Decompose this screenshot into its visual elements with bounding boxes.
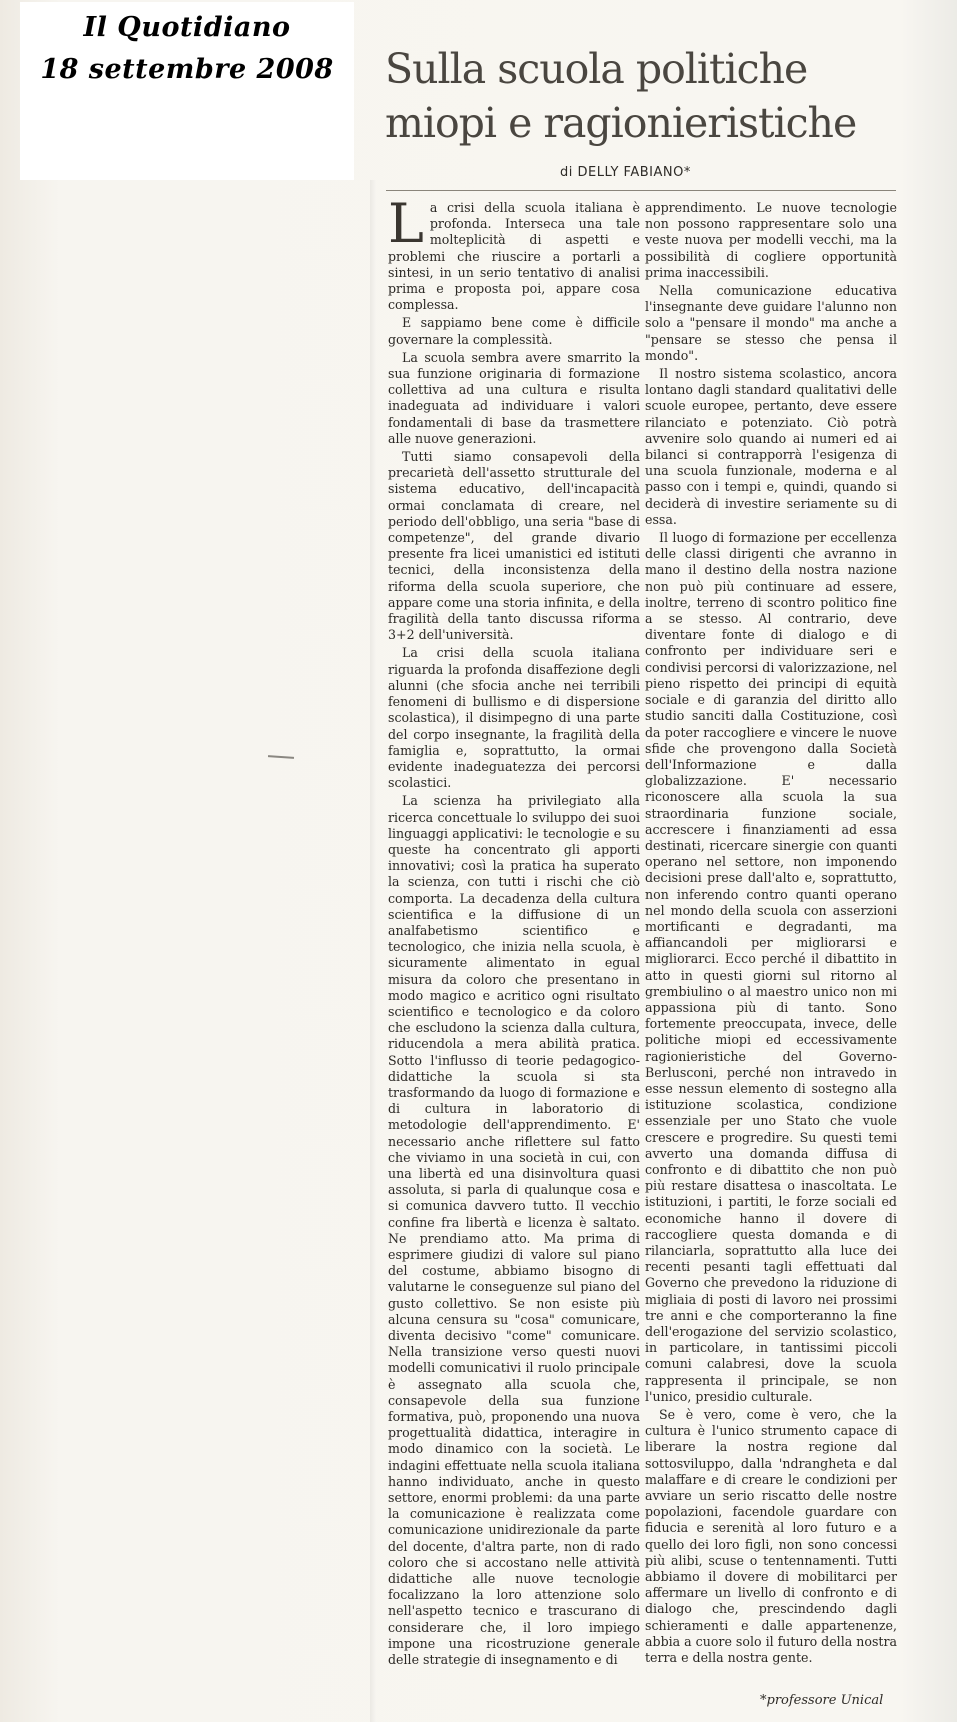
paragraph: La scuola sembra avere smarrito la sua funzione originaria di formazione collettiva ad una cultura e risulta inadeguata ad individuare i valori fondamentali di base da trasmettere alle nuove generazioni. <box>388 349 640 446</box>
paragraph: Il luogo di formazione per eccellenza delle classi dirigenti che avranno in mano il destino della nostra nazione non può più continuare ad essere, inoltre, terreno di scontro politico fine a se stesso. Al contrario, deve diventare fonte di dialogo e di confronto per individuare seri e condivisi percorsi di valorizzazione, nel pieno rispetto dei principi di equità sociale e di garanzia del diritto allo studio sanciti dalla Costituzione, così da poter raccogliere e vincere le nuove sfide che provengono dalla Società dell'Informazione e dalla globalizzazione. E' necessario riconoscere alla scuola la sua straordinaria funzione sociale, accrescere i finanziamenti ad essa destinati, ricercare sinergie con quanti operano nel settore, non imponendo decisioni prese dall'alto e, soprattutto, non inferendo contro quanti operano nel mondo della scuola con asserzioni mortificanti e degradanti, ma affiancandoli per migliorarsi e migliorarci. Ecco perché il dibattito in atto in questi giorni sul ritorno al grembiulino o al maestro unico non mi appassiona più di tanto. Sono fortemente preoccupata, invece, delle politiche miopi ed eccessivamente ragionieristiche del Governo-Berlusconi, perché non intravedo in esse nessun elemento di sostegno alla istituzione scolastica, condizione essenziale per uno Stato che vuole crescere e progredire. Su questi temi avverto una domanda diffusa di confronto e di dibattito che non può più restare disattesa o inascoltata. Le istituzioni, i partiti, le forze sociali ed economiche hanno il dovere di raccogliere questa domanda e di rilanciarla, soprattutto alla luce dei recenti pesanti tagli effettuati dal Governo che prevedono la riduzione di migliaia di posti di lavoro nei prossimi tre anni e che comporteranno la fine dell'erogazione del servizio scolastico, in particolare, in tantissimi piccoli comuni calabresi, dove la scuola rappresenta il principale, se non l'unico, presidio culturale. <box>645 530 897 1404</box>
article-column-right <box>645 200 897 1705</box>
paragraph: apprendimento. Le nuove tecnologie non possono rappresentare solo una veste nuova per modelli vecchi, ma la possibilità di cogliere opportunità prima inaccessibili. <box>645 200 897 280</box>
source-label-box <box>20 2 354 180</box>
paragraph: a crisi della scuola italiana è profonda. Interseca una tale molteplicità di aspetti e problemi che riuscire a portarli a sintesi, in un serio tentativo di analisi prima e proposta poi, appare cosa complessa. <box>388 200 640 313</box>
paragraph: Tutti siamo consapevoli della precarietà dell'assetto strutturale del sistema educativo, dell'incapacità ormai conclamata di creare, nel periodo dell'obbligo, una seria "base di competenze", del grande divario presente fra licei umanistici ed istituti tecnici, della inconsistenza della riforma della scuola superiore, che appare come una storia infinita, e della fragilità della tanto discussa riforma 3+2 dell'università. <box>388 449 640 643</box>
article-headline <box>385 42 925 150</box>
paragraph: E sappiamo bene come è difficile governare la complessità. <box>388 315 640 347</box>
headline-line-1: Sulla scuola politiche <box>385 45 808 93</box>
paragraph: La scienza ha privilegiato alla ricerca concettuale lo sviluppo dei suoi linguaggi applicativi: le tecnologie e su queste ha concentrato gli apporti innovativi; così la pratica ha superato la scienza, con tutti i rischi che ciò comporta. La decadenza della cultura scientifica e la diffusione di un analfabetismo scientifico e tecnologico, che inizia nella scuola, è sicuramente alimentato in egual misura da coloro che presentano in modo magico e acritico ogni risultato scientifico e tecnologico e da coloro che escludono la scienza dalla cultura, riducendola a mera abilità pratica. Sotto l'influsso di teorie pedagogico-didattiche la scuola si sta trasformando da luogo di formazione e di cultura in laboratorio di metodologie dell'apprendimento. E' necessario anche riflettere sul fatto che viviamo in una società in cui, con una libertà ed una disinvoltura quasi assoluta, si parla di qualunque cosa e si comunica davvero tutto. Il vecchio confine fra libertà e licenza è saltato. Ne prendiamo atto. Ma prima di esprimere giudizi di valore sul piano del costume, abbiamo bisogno di valutarne le conseguenze sul piano del gusto collettivo. Se non esiste più alcuna censura su "cosa" comunicare, diventa decisivo "come" comunicare. Nella transizione verso questi nuovi modelli comunicativi il ruolo principale è assegnato alla scuola che, consapevole della sua funzione formativa, può, proponendo una nuova progettualità didattica, interagire in modo dinamico con la società. Le indagini effettuate nella scuola italiana hanno individuato, anche in questo settore, enormi problemi: da una parte la comunicazione è realizzata come comunicazione unidirezionale da parte del docente, d'altra parte, non di rado coloro che si accostano nelle attività didattiche alle nuove tecnologie focalizzano la loro attenzione solo nell'aspetto tecnico e trascurano di considerare che, il loro impiego impone una ricostruzione generale delle strategie di insegnamento e di <box>388 793 640 1668</box>
article-column-left <box>388 200 640 1705</box>
paragraph: Il nostro sistema scolastico, ancora lontano dagli standard qualitativi delle scuole europee, pertanto, deve essere rilanciato e potenziato. Ciò potrà avvenire solo quando ai numeri ed ai bilanci si contrapporrà l'esigenza di una scuola funzionale, moderna e al passo con i tempi e, quindi, quando si deciderà di investire seriamente su di essa. <box>645 366 897 527</box>
paragraph: Nella comunicazione educativa l'insegnante deve guidare l'alunno non solo a "pensare il mondo" ma anche a "pensare se stesso che pensa il mondo". <box>645 283 897 363</box>
paragraph: Se è vero, come è vero, che la cultura è l'unico strumento capace di liberare la nostra regione dal sottosviluppo, dalla 'ndrangheta e dal malaffare e di creare le condizioni per avviare un serio riscatto delle nostre popolazioni, facendole guardare con fiducia e serenità al loro futuro e a quello dei loro figli, non sono concessi più alibi, scuse o tentennamenti. Tutti abbiamo il dovere di mobilitarci per affermare un livello di confronto e di dialogo che, prescindendo dagli schieramenti e dalle appartenenze, abbia a cuore solo il futuro della nostra terra e della nostra gente. <box>645 1407 897 1666</box>
publication-date: 18 settembre 2008 <box>40 54 334 85</box>
paragraph-highlighted: La crisi della scuola italiana riguarda la profonda disaffezione degli alunni (che sfocia anche nei terribili fenomeni di bullismo e di dispersione scolastica), il disimpegno di una parte del corpo insegnante, la fragilità della famiglia e, soprattutto, la ormai evidente inadeguatezza dei percorsi scolastici. <box>388 645 640 791</box>
headline-line-2: miopi e ragionieristiche <box>385 99 857 147</box>
drop-cap: L <box>388 200 424 255</box>
author-note: *professore Unical <box>760 1693 884 1708</box>
publication-name: Il Quotidiano <box>83 12 291 43</box>
article-byline: di DELLY FABIANO* <box>560 165 691 180</box>
byline-rule <box>386 190 896 191</box>
fold-shadow <box>370 180 376 1722</box>
